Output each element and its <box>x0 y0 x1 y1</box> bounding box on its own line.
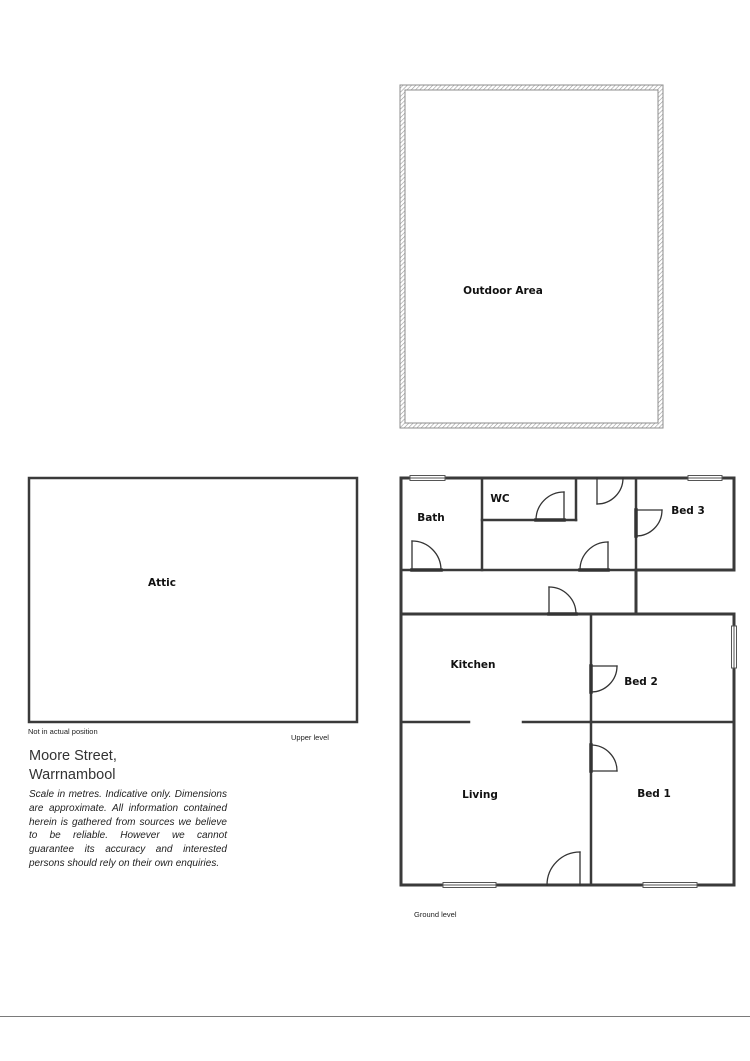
outdoor-area-label: Outdoor Area <box>463 285 543 297</box>
bath-label: Bath <box>417 512 445 524</box>
door-hall <box>580 542 608 570</box>
door-front <box>547 852 580 885</box>
bed-2-label: Bed 2 <box>624 676 658 688</box>
interior-walls <box>401 478 734 885</box>
door-bed-1 <box>591 745 617 771</box>
attic-label: Attic <box>148 577 176 589</box>
not-in-position-note: Not in actual position <box>28 727 98 736</box>
outdoor-area <box>400 85 663 428</box>
ground-level-plan <box>401 476 737 888</box>
disclaimer-text: Scale in metres. Indicative only. Dimensions are approximate. All information contained herein is gathered from sources we believe to be reliable. However we cannot guarantee its accuracy and interested persons should rely on their own enquiries. <box>29 789 227 869</box>
door-wc <box>536 492 564 520</box>
door-bed-2 <box>591 666 617 692</box>
exterior-walls <box>401 478 734 885</box>
door-kitchen <box>549 587 576 614</box>
address-suburb: Warrnambool <box>29 767 116 783</box>
door-bed-3 <box>636 510 662 536</box>
attic <box>29 478 357 722</box>
wc-label: WC <box>490 493 510 505</box>
door-entry-top <box>597 478 623 504</box>
ground-level-label: Ground level <box>414 910 457 919</box>
living-label: Living <box>462 789 498 801</box>
property-address <box>29 747 117 785</box>
address-street: Moore Street, <box>29 748 117 764</box>
windows <box>410 476 737 888</box>
door-bath <box>412 541 441 570</box>
kitchen-label: Kitchen <box>450 659 496 671</box>
bed-3-label: Bed 3 <box>671 505 705 517</box>
footer-divider <box>0 1016 750 1017</box>
upper-level-label: Upper level <box>291 733 329 742</box>
bed-1-label: Bed 1 <box>637 788 671 800</box>
